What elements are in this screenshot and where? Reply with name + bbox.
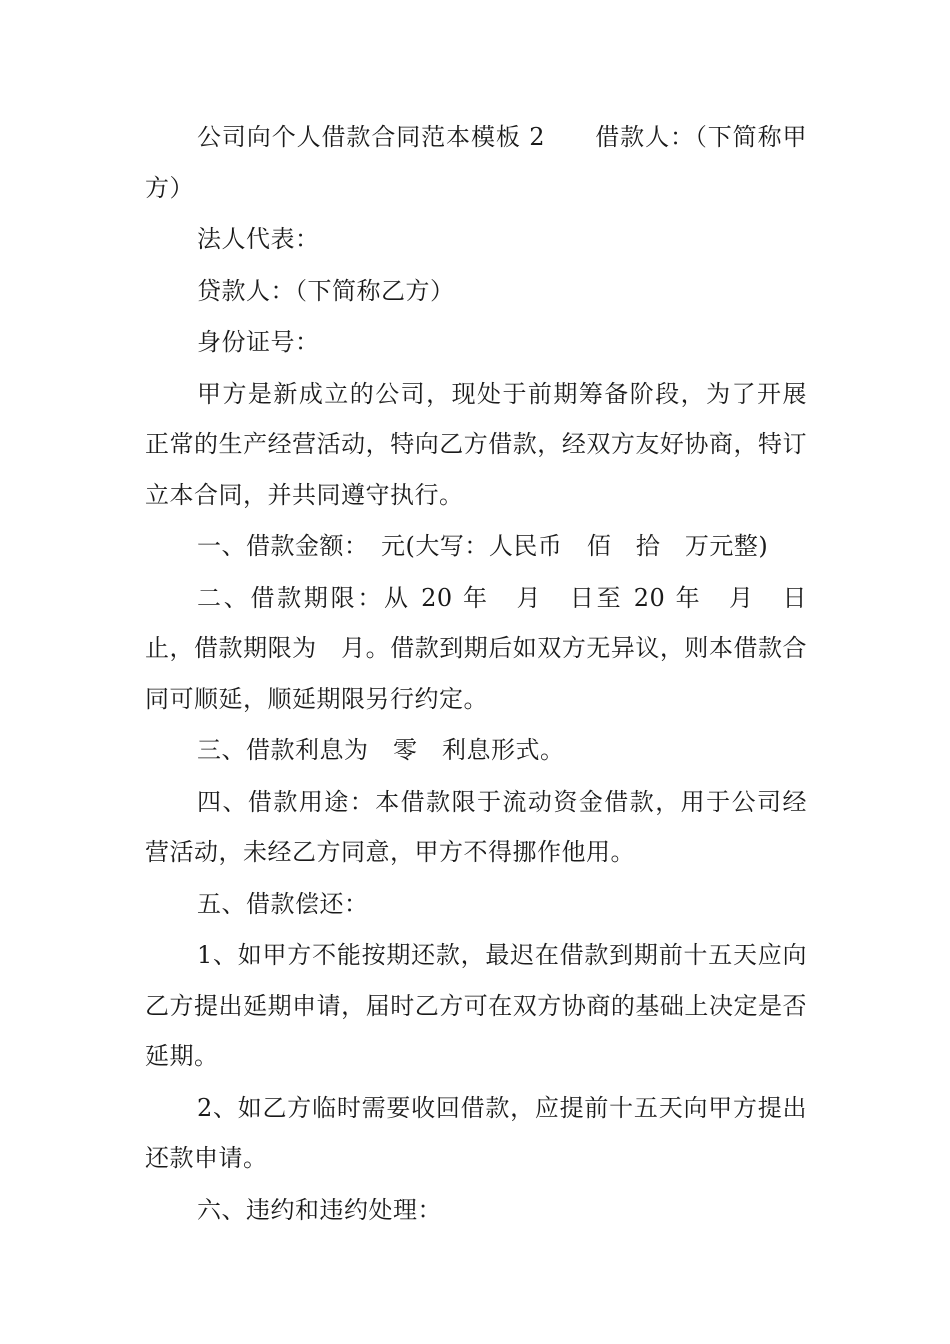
clause-loan-amount: 一、借款金额： 元(大写：人民币 佰 拾 万元整) xyxy=(197,532,769,560)
clause-loan-term: 二、借款期限：从 20 年 月 日至 20 年 月 日止，借款期限为 月。借款到期后如双方无异议，则本借款合同可顺延，顺延期限另行约定。 xyxy=(145,583,807,713)
preamble-paragraph: 甲方是新成立的公司，现处于前期筹备阶段，为了开展正常的生产经营活动，特向乙方借款，经双方友好协商，特订立本合同，并共同遵守执行。 xyxy=(145,379,807,509)
clause-repayment-heading: 五、借款偿还： xyxy=(197,889,369,918)
repayment-item-2: 2、如乙方临时需要收回借款，应提前十五天向甲方提出还款申请。 xyxy=(145,1093,807,1172)
repayment-item-1: 1、如甲方不能按期还款，最迟在借款到期前十五天应向乙方提出延期申请，届时乙方可在双方协商的基础上决定是否延期。 xyxy=(145,941,807,1070)
clause-loan-interest: 三、借款利息为 零 利息形式。 xyxy=(197,736,565,764)
clause-breach-heading: 六、违约和违约处理： xyxy=(197,1195,442,1224)
title-and-borrower-line: 公司向个人借款合同范本模板 2 借款人：（下简称甲方） xyxy=(145,123,807,202)
clause-loan-purpose: 四、借款用途：本借款限于流动资金借款，用于公司经营活动，未经乙方同意，甲方不得挪作他用。 xyxy=(145,787,807,866)
id-number-line: 身份证号： xyxy=(197,328,320,356)
lender-line: 贷款人：（下简称乙方） xyxy=(197,276,455,305)
legal-representative-line: 法人代表： xyxy=(197,225,320,253)
document-body xyxy=(145,112,807,1236)
